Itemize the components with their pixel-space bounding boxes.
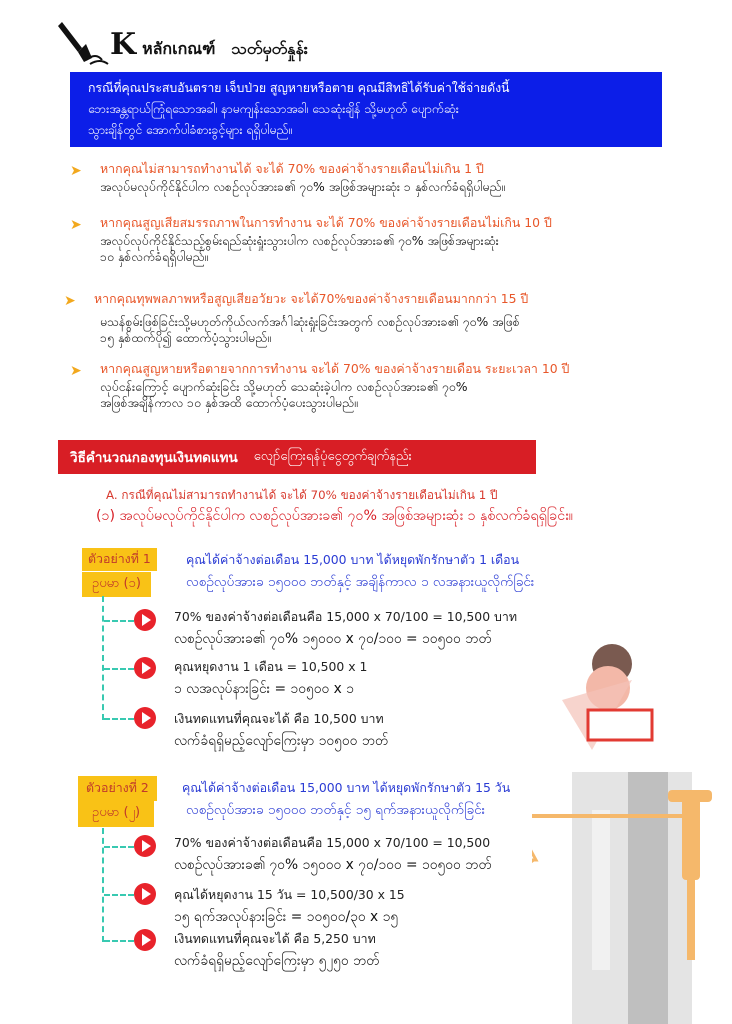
example-2-step-1 [174,834,492,876]
bullet-body [100,379,468,411]
step-line-thai: คุณได้หยุดงาน 15 วัน = 10,500/30 x 15 [174,887,405,902]
bullet-body [100,314,520,346]
example-2-desc-mm: လစဉ်လုပ်အားခ ၁၅၀၀၀ ဘတ်နှင့် ၁၅ ရက်အနားယူလိုက်ခြင်း [186,802,486,818]
play-circle-icon [134,609,156,631]
bullet-title: หากคุณสูญหายหรือตายจากการทำงาน จะได้ 70% ของค่าจ้างรายเดือน ระยะเวลา 10 ปี [100,361,570,376]
intro-line-3: သွားချိန်တွင် အောက်ပါခံစားခွင့်များ ရရှိပါမည်။ [88,122,292,137]
header-title [110,27,308,68]
bullet-body: အလုပ်မလုပ်ကိုင်နိုင်ပါက လစဉ်လုပ်အားခ၏ ၇၀% အဖြစ်အများဆုံး ၁ နှစ်လက်ခံရရှိပါမည်။ [100,179,506,194]
bullet-body-line: ၁၀ နှစ်လက်ခံရရှိပါမည်။ [100,249,209,264]
intro-line-2: ဘေးအန္တရာယ်ကြုံရသောအခါ၊ နာမကျန်းသောအခါ၊ သေဆုံးချိန် သို့မဟုတ် ပျောက်ဆုံး [88,101,459,116]
example-1-desc-mm: လစဉ်လုပ်အားခ ၁၅၀၀၀ ဘတ်နှင့် အချိန်ကာလ ၁ လအနားယူလိုက်ခြင်း [186,574,535,590]
arrow-right-icon: ➤ [64,293,76,309]
section-title-thai: วิธีคำนวณกองทุนเงินทดแทน [70,450,238,466]
step-line-thai: เงินทดแทนที่คุณจะได้ คือ 10,500 บาท [174,711,384,726]
arrow-right-icon: ➤ [70,217,82,233]
bullet-body-line: ၁၅ နှစ်ထက်ပို၍ ထောက်ပံ့သွားပါမည်။ [100,330,271,345]
example-1-step-2 [174,658,367,700]
bullet-title: หากคุณสูญเสียสมรรถภาพในการทำงาน จะได้ 70% ของค่าจ้างรายเดือนไม่เกิน 10 ปี [100,215,552,230]
example-1-desc-thai: คุณได้ค่าจ้างต่อเดือน 15,000 บาท ได้หยุดพักรักษาตัว 1 เดือน [186,552,520,567]
step-line-thai: 70% ของค่าจ้างต่อเดือนคือ 15,000 x 70/100 = 10,500 บาท [174,609,518,624]
example-2-desc-thai: คุณได้ค่าจ้างต่อเดือน 15,000 บาท ได้หยุดพักรักษาตัว 15 วัน [182,780,511,795]
arrow-right-icon: ➤ [70,163,82,179]
bullet-item [70,360,690,420]
bullet-body-line: အဖြစ်အချိန်ကာလ ၁၀ နှစ်အထိ ထောက်ပံ့ပေးသွားပါမည်။ [100,395,358,410]
play-circle-icon [134,835,156,857]
play-circle-icon [134,707,156,729]
example-2-label-mm: ဥပမာ (၂) [78,800,154,827]
header-title-thai: หลักเกณฑ์ [142,39,216,58]
step-line-mm: လစဉ်လုပ်အားခ၏ ၇၀% ၁၅၀၀၀ x ၇၀/၁၀၀ = ၁၀၅၀၀ ဘတ် [174,631,492,647]
example-1-step-1 [174,608,517,650]
tree-connector [104,718,134,720]
fountain-pen-icon [56,18,112,68]
play-circle-icon [134,883,156,905]
example-2-label-thai: ตัวอย่างที่ 2 [78,776,157,801]
example-1-label-mm: ဥပမာ (၁) [82,572,151,597]
logo-letter: K [110,27,137,62]
step-line-mm: ၁ လအလုပ်နားခြင်း = ၁၀၅၀၀ x ၁ [174,681,354,697]
intro-line-1: กรณีที่คุณประสบอันตราย เจ็บป่วย สูญหายหรือตาย คุณมีสิทธิได้รับค่าใช้จ่ายดังนี้ [88,80,510,95]
tree-connector [104,620,134,622]
step-line-thai: คุณหยุดงาน 1 เดือน = 10,500 x 1 [174,659,368,674]
bullet-title: หากคุณทุพพลภาพหรือสูญเสียอวัยวะ จะได้70%ของค่าจ้างรายเดือนมากกว่า 15 ปี [94,291,529,306]
step-line-mm: ၁၅ ရက်အလုပ်နားခြင်း = ၁၀၅၀၀/၃၀ x ၁၅ [174,909,399,925]
bullet-body-line: မသန်စွမ်းဖြစ်ခြင်းသို့မဟုတ်ကိုယ်လက်အင်္ဂါဆုံးရှုံးခြင်းအတွက် လစဉ်လုပ်အားခ၏ ၇၀% အဖြစ် [100,314,520,329]
tree-connector [102,596,104,720]
bullet-item [64,290,694,350]
example-1-label-thai: ตัวอย่างที่ 1 [82,548,157,571]
bullet-body-line: လုပ်ငန်းကြောင့် ပျောက်ဆုံးခြင်း သို့မဟုတ် သေဆုံးခဲ့ပါက လစဉ်လုပ်အားခ၏ ၇၀% [100,379,468,394]
example-1-step-3 [174,710,388,752]
step-line-thai: 70% ของค่าจ้างต่อเดือนคือ 15,000 x 70/100 = 10,500 [174,835,491,850]
header-title-mm: သတ်မှတ်နှုန်း [231,39,308,58]
intro-box [70,72,662,147]
play-circle-icon [134,657,156,679]
section-title-bar [58,440,536,474]
arrow-right-icon: ➤ [70,363,82,379]
case-a-mm: (၁) အလုပ်မလုပ်ကိုင်နိုင်ပါက လစဉ်လုပ်အားခ၏ ၇၀% အဖြစ်အများဆုံး ၁ နှစ်လက်ခံရရှိခြင်း။ [96,508,573,524]
example-2-step-2 [174,886,405,928]
bullet-item [70,160,690,206]
tree-connector [104,846,134,848]
tree-connector [104,940,134,942]
section-title-mm: လျော်ကြေးရန်ပုံငွေတွက်ချက်နည်း [253,448,412,464]
step-line-thai: เงินทดแทนที่คุณจะได้ คือ 5,250 บาท [174,931,376,946]
tree-connector [104,668,134,670]
justice-illustration [532,640,732,1024]
example-2-step-3 [174,930,380,972]
step-line-mm: လစဉ်လုပ်အားခ၏ ၇၀% ၁၅၀၀၀ x ၇၀/၁၀၀ = ၁၀၅၀၀ ဘတ် [174,857,492,873]
bullet-title: หากคุณไม่สามารถทำงานได้ จะได้ 70% ของค่าจ้างรายเดือนไม่เกิน 1 ปี [100,161,484,176]
play-circle-icon [134,929,156,951]
bullet-item [70,214,690,274]
case-a-thai: A. กรณีที่คุณไม่สามารถทำงานได้ จะได้ 70% ของค่าจ้างรายเดือนไม่เกิน 1 ปี [106,488,498,502]
bullet-body [100,233,499,265]
bullet-body-line: အလုပ်လုပ်ကိုင်နိုင်သည့်စွမ်းရည်ဆုံးရှုံးသွားပါက လစဉ်လုပ်အားခ၏ ၇၀% အဖြစ်အများဆုံး [100,233,499,248]
page-header [56,18,308,68]
step-line-mm: လက်ခံရရှိမည့်လျော်ကြေးမှာ ၅၂၅၀ ဘတ် [174,953,380,969]
step-line-mm: လက်ခံရရှိမည့်လျော်ကြေးမှာ ၁၀၅၀၀ ဘတ် [174,733,389,749]
tree-connector [104,894,134,896]
